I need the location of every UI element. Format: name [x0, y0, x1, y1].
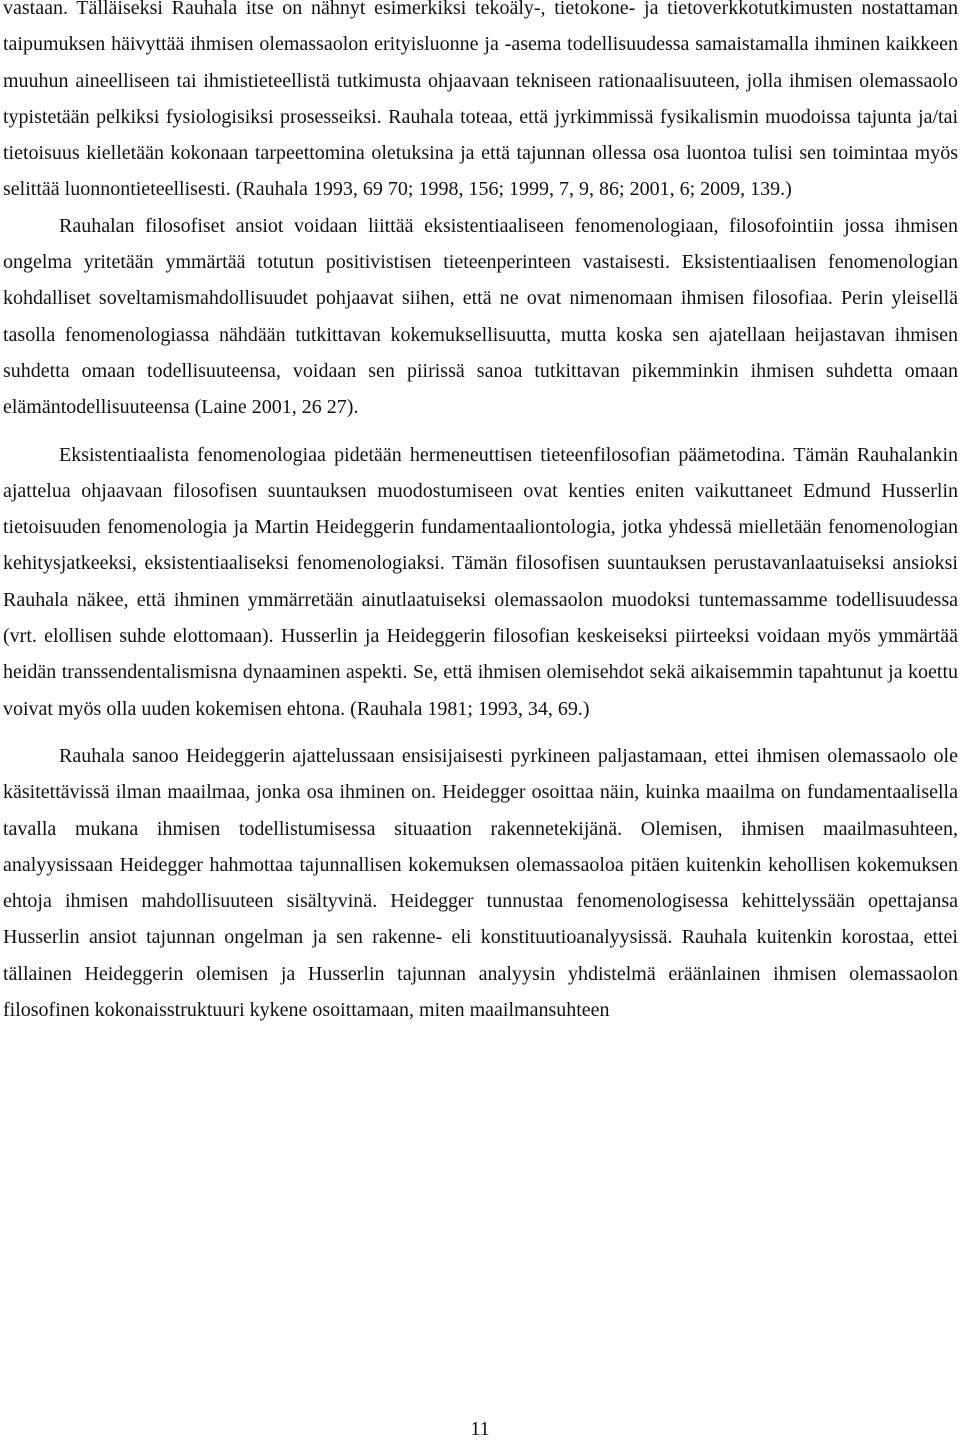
- paragraph-1: vastaan. Tälläiseksi Rauhala itse on nähnyt esimerkiksi tekoäly-, tietokone- ja tietoverkkotutkimusten nostattaman taipumuksen häivyttää ihmisen olemassaolon erityisluonne ja -asema todellisuudessa samaistamalla ihminen kaikkeen muuhun aineelliseen tai ihmistieteellistä tutkimusta ohjaavaan tekniseen rationaalisuuteen, jolla ihmisen olemassaolo typistetään pelkiksi fysiologisiksi prosesseiksi. Rauhala toteaa, että jyrkimmissä fysikalismin muodoissa tajunta ja/tai tietoisuus kielletään kokonaan tarpeettomina oletuksina ja että tajunnan ollessa osa luontoa tulisi sen toimintaa myös selittää luonnontieteellisesti. (Rauhala 1993, 69 70; 1998, 156; 1999, 7, 9, 86; 2001, 6; 2009, 139.): [3, 0, 958, 201]
- paragraph-2: Rauhalan filosofiset ansiot voidaan liittää eksistentiaaliseen fenomenologiaan, filosofointiin jossa ihmisen ongelma yritetään ymmärtää totutun positivistisen tieteenperinteen vastaisesti. Eksistentiaalisen fenomenologian kohdalliset soveltamismahdollisuudet pohjaavat siihen, että ne ovat nimenomaan ihmisen filosofiaa. Perin yleisellä tasolla fenomenologiassa nähdään tutkittavan kokemuksellisuutta, mutta koska sen ajatellaan heijastavan ihmisen suhdetta omaan todellisuuteensa, voidaan sen piirissä sanoa tutkittavan pikemminkin ihmisen suhdetta omaan elämäntodellisuuteensa (Laine 2001, 26 27).: [3, 214, 958, 419]
- paragraph-4: Rauhala sanoo Heideggerin ajattelussaan ensisijaisesti pyrkineen paljastamaan, ettei ihmisen olemassaolo ole käsitettävissä ilman maailmaa, jonka osa ihminen on. Heidegger osoittaa näin, kuinka maailma on fundamentaalisella tavalla mukana ihmisen todellistumisessa situaation rakennetekijänä. Olemisen, ihmisen maailmasuhteen, analyysissaan Heidegger hahmottaa tajunnallisen kokemuksen olemassaoloa pitäen kuitenkin kehollisen kokemuksen ehtoja ihmisen mahdollisuuteen sisältyvinä. Heidegger tunnustaa fenomenologisessa kehittelyssään opettajansa Husserlin ansiot tajunnan ongelman ja sen rakenne- eli konstituutioanalyysissä. Rauhala kuitenkin korostaa, ettei tällainen Heideggerin olemisen ja Husserlin tajunnan analyysin yhdistelmä eräänlainen ihmisen olemassaolon filosofinen kokonaisstruktuuri kykene osoittamaan, miten maailmansuhteen: [3, 744, 958, 1022]
- page-number: 11: [470, 1418, 490, 1440]
- paragraph-3: Eksistentiaalista fenomenologiaa pidetään hermeneuttisen tieteenfilosofian päämetodina. Tämän Rauhalankin ajattelua ohjaavaan filosofisen suuntauksen muodostumiseen ovat kenties eniten vaikuttaneet Edmund Husserlin tietoisuuden fenomenologia ja Martin Heideggerin fundamentaaliontologia, jotka yhdessä mielletään fenomenologian kehitysjatkeeksi, eksistentiaaliseksi fenomenologiaksi. Tämän filosofisen suuntauksen perustavanlaatuiseksi ansioksi Rauhala näkee, että ihminen ymmärretään ainutlaatuiseksi olemassaolon muodoksi tuntemassamme todellisuudessa (vrt. elollisen suhde elottomaan). Husserlin ja Heideggerin filosofian keskeiseksi piirteeksi voidaan myös ymmärtää heidän transsendentalismisna dynaaminen aspekti. Se, että ihmisen olemisehdot sekä aikaisemmin tapahtunut ja koettu voivat myös olla uuden kokemisen ehtona. (Rauhala 1981; 1993, 34, 69.): [3, 443, 958, 720]
- body-text: [3, 0, 958, 1028]
